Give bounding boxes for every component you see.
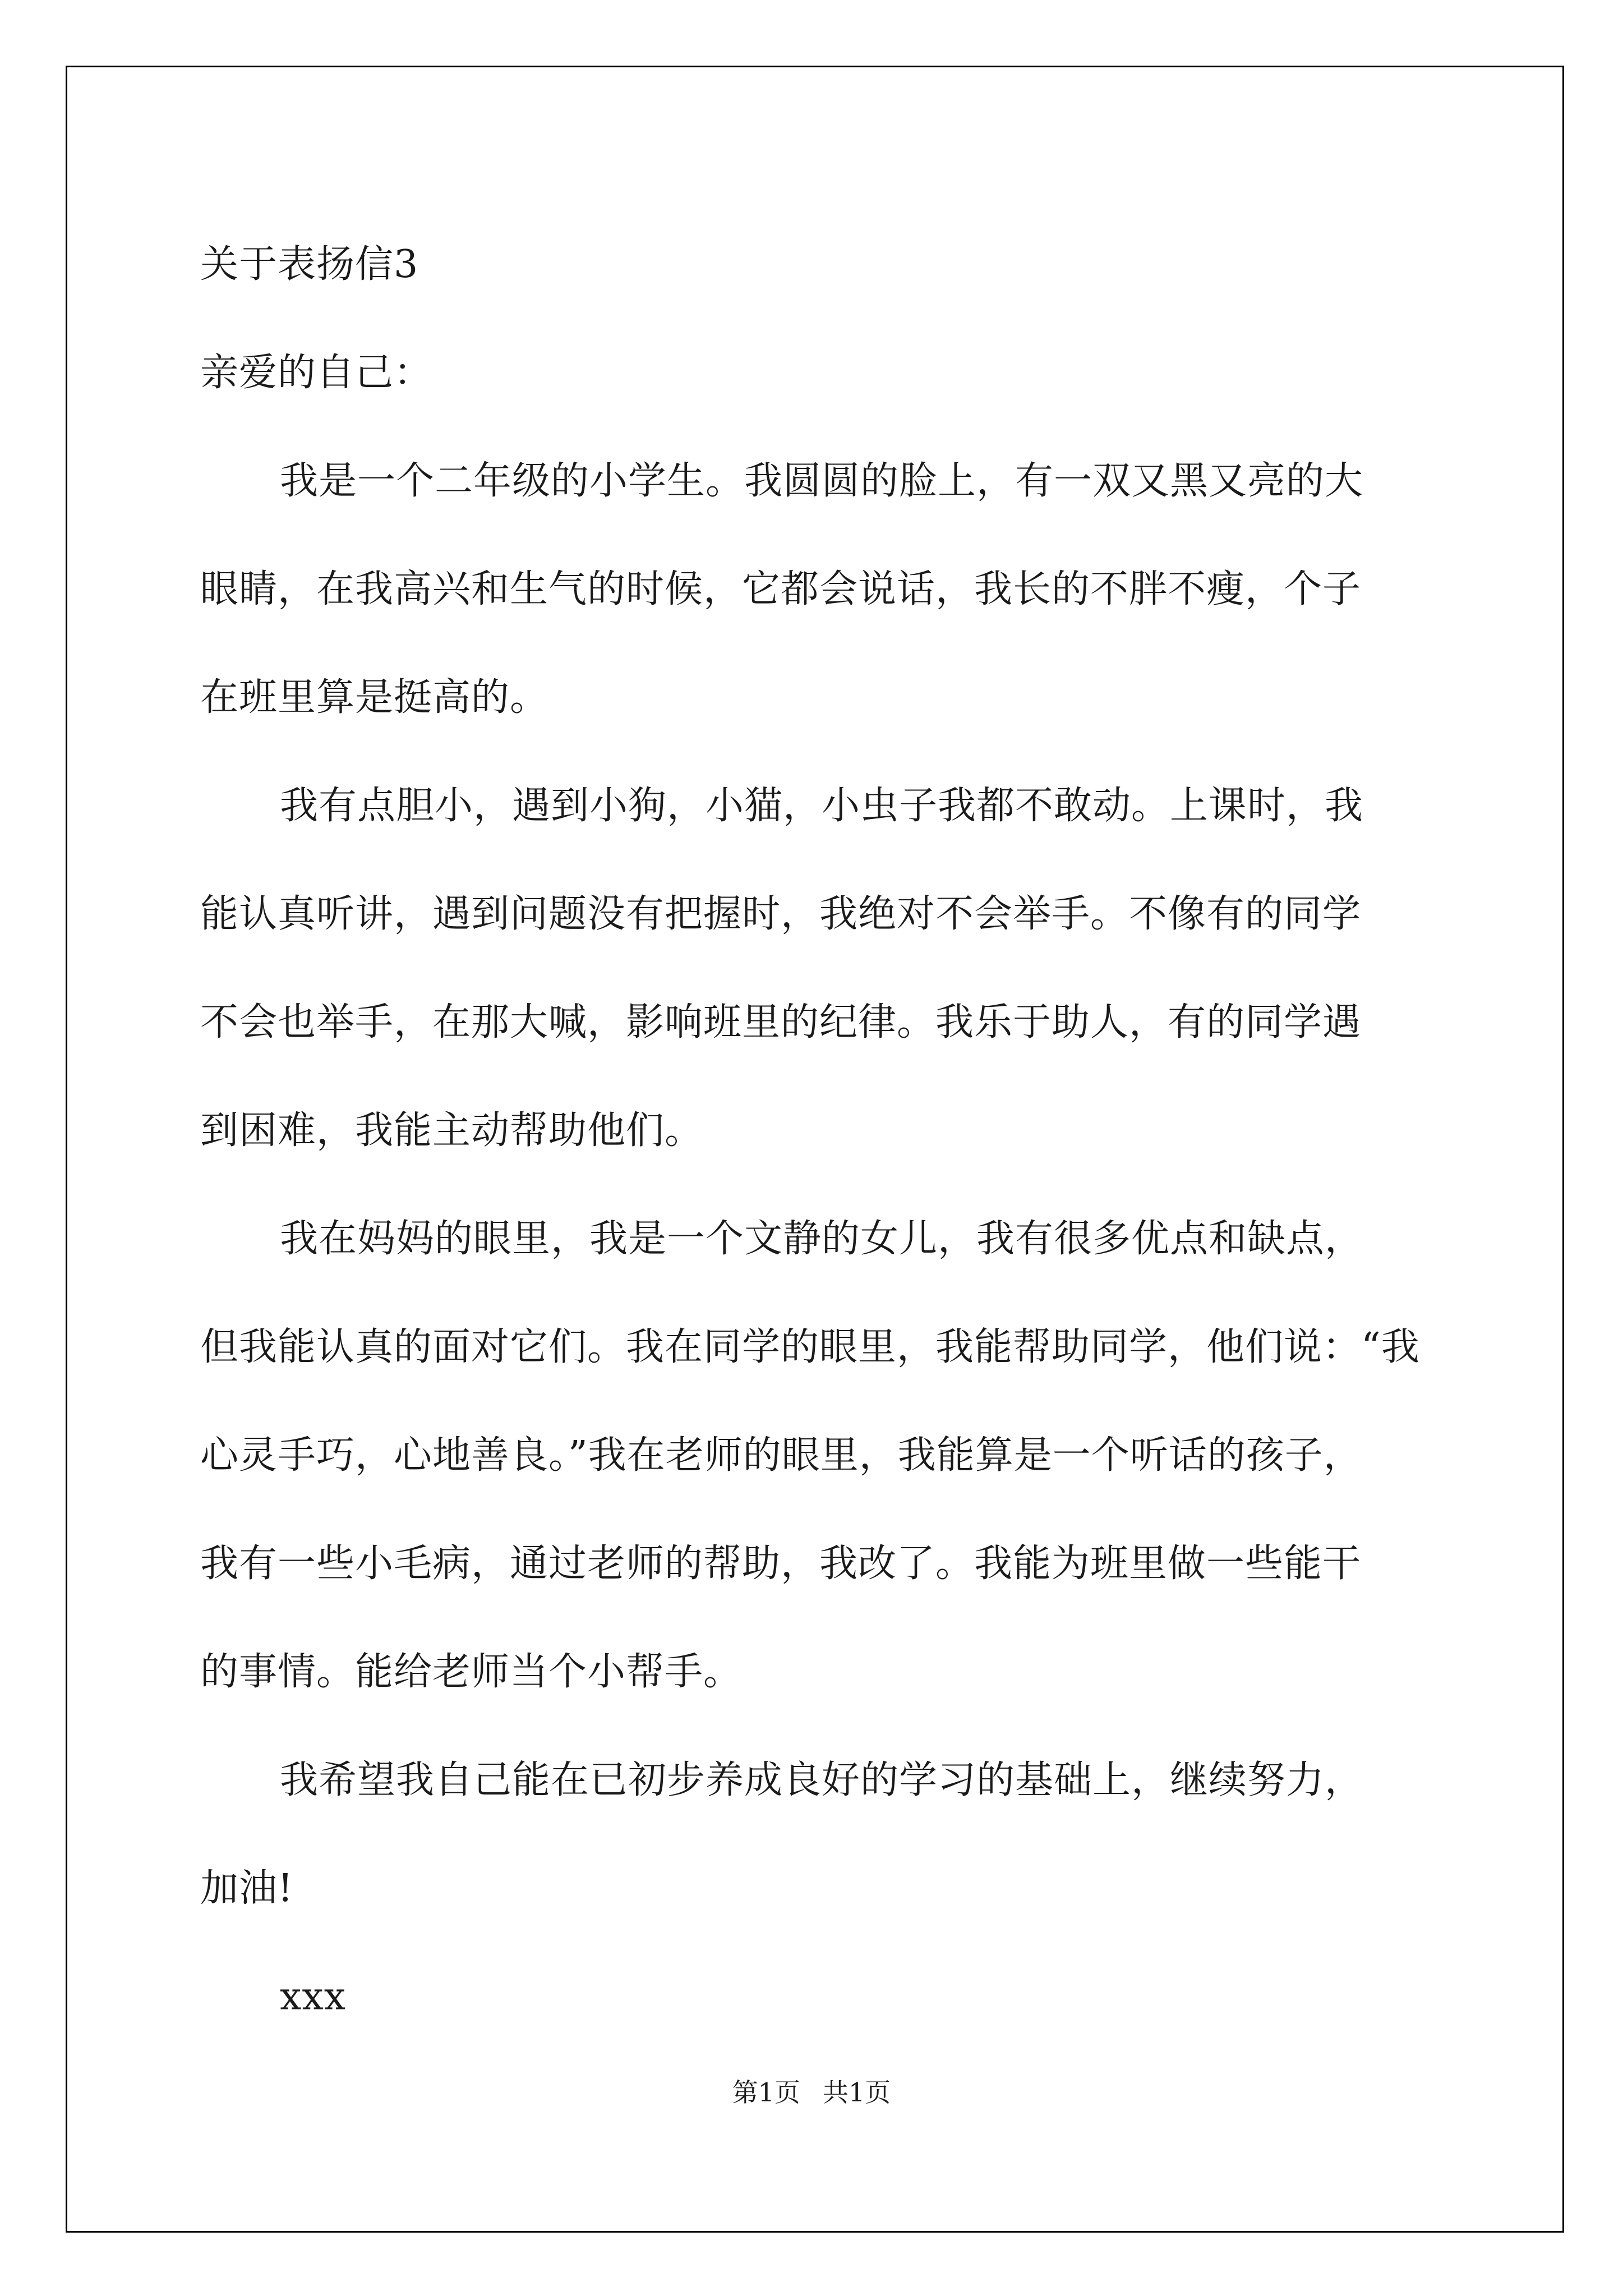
paragraph-2	[200, 752, 1462, 1185]
page-total: 共1页	[823, 2077, 891, 2108]
paragraph-1	[200, 427, 1462, 752]
document-title: 关于表扬信3	[200, 242, 419, 287]
page-number: 第1页	[732, 2077, 800, 2108]
paragraph-line: 但我能认真的面对它们。我在同学的眼里，我能帮助同学，他们说：“我	[200, 1325, 1420, 1369]
paragraph-line: 的事情。能给老师当个小帮手。	[200, 1650, 743, 1694]
paragraph-4	[200, 1726, 1462, 1943]
paragraph-line: 我是一个二年级的小学生。我圆圆的脸上，有一双又黑又亮的大	[280, 459, 1364, 503]
page-footer	[0, 2076, 1623, 2109]
paragraph-line: 心灵手巧，心地善良。”我在老师的眼里，我能算是一个听话的孩子，	[200, 1433, 1362, 1478]
letter-body	[200, 210, 1462, 2051]
paragraph-line: 眼睛，在我高兴和生气的时候，它都会说话，我长的不胖不瘦，个子	[200, 567, 1362, 611]
paragraph-line: 到困难，我能主动帮助他们。	[200, 1108, 704, 1153]
paragraph-line: 我有一些小毛病，通过老师的帮助，我改了。我能为班里做一些能干	[200, 1542, 1362, 1586]
paragraph-line: 不会也举手，在那大喊，影响班里的纪律。我乐于助人，有的同学遇	[200, 1000, 1362, 1045]
paragraph-line: 我有点胆小，遇到小狗，小猫，小虫子我都不敢动。上课时，我	[280, 784, 1364, 828]
paragraph-line: 我希望我自己能在已初步养成良好的学习的基础上，继续努力，	[280, 1758, 1364, 1802]
signature: xxx	[280, 1975, 347, 2019]
paragraph-line: 在班里算是挺高的。	[200, 675, 549, 720]
paragraph-line: 加油!	[200, 1866, 294, 1911]
salutation: 亲爱的自己：	[200, 351, 433, 395]
paragraph-line: 我在妈妈的眼里，我是一个文静的女儿，我有很多优点和缺点，	[280, 1217, 1364, 1261]
paragraph-line: 能认真听讲，遇到问题没有把握时，我绝对不会举手。不像有的同学	[200, 892, 1362, 936]
paragraph-3	[200, 1185, 1462, 1726]
